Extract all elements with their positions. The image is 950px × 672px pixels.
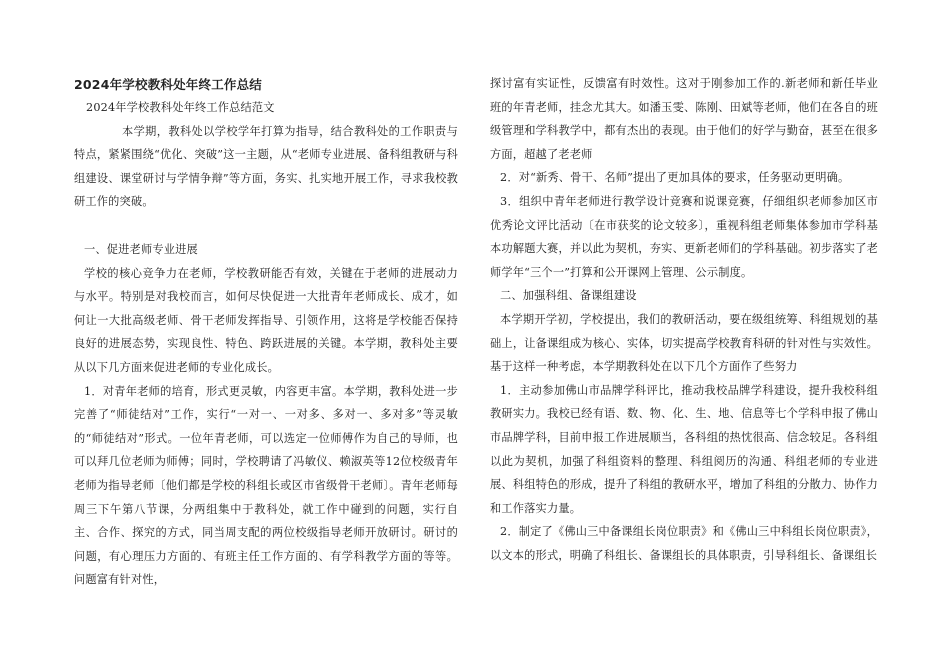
document-title: 2024年学校教科处年终工作总结: [74, 77, 262, 92]
continued-paragraph: 探讨富有实证性，反馈富有时效性。这对于刚参加工作的.新老师和新任毕业班的年青老师，挂念尤其大。如潘玉雯、陈刚、田斌等老师，他们在各自的班级管理和学科教学中，都有杰出的表现。由于他们的好学与勤奋，甚至在很多方面，超越了老老师: [490, 77, 878, 161]
section-2-paragraph: 本学期开学初，学校提出，我们的教研活动，要在级组统筹、科组规划的基础上，让备课组成为核心、实体，切实提高学校教育科研的针对性与实效性。基于这样一种考虑，本学期教科处在以下几个方面作了些努力: [490, 312, 878, 374]
section-2-item-2: 2．制定了《佛山三中备课组长岗位职责》和《佛山三中科组长岗位职责》，以文本的形式，明确了科组长、备课组长的具体职责，引导科组长、备课组长: [490, 525, 878, 562]
section-1-paragraph: 学校的核心竞争力在老师，学校教研能否有效，关键在于老师的进展动力与水平。特别是对我校而言，如何尽快促进一大批青年老师成长、成才，如何让一大批高级老师、骨干老师发挥指导、引领作用，这将是学校能否保持良好的进展态势，实现良性、特色、跨跃进展的关键。本学期，教科处主要从以下几方面来促进老师的专业化成长。: [74, 266, 458, 374]
section-2-item-1: 1．主动参加佛山市品牌学科评比，推动我校品牌学科建设，提升我校科组教研实力。我校已经有语、数、物、化、生、地、信息等七个学科申报了佛山市品牌学科，目前申报工作进展顺当，各科组的热忱很高、信念较足。各科组以此为契机，加强了科组资料的整理、科组阅历的沟通、科组老师的专业进展、科组特色的形成，提升了科组的教研水平，增加了科组的分散力、协作力和工作落实力量。: [490, 383, 878, 515]
section-1-item-1: 1．对青年老师的培育，形式更灵敏，内容更丰富。本学期，教科处进一步完善了“师徒结对”工作，实行“一对一、一对多、多对一、多对多”等灵敏的“师徒结对”形式。一位年青老师，可以选定一位师傅作为自己的导师，也可以拜几位老师为师傅；同时，学校聘请了冯敏仪、赖淑英等12位校级青年老师为指导老师〔他们都是学校的科组长或区市省级骨干老师〕。青年老师每周三下午第八节课，分两组集中于教科处，就工作中碰到的问题，实行自主、合作、探究的方式，同当周支配的两位校级指导老师开放研讨。研讨的问题，有心理压力方面的、有班主任工作方面的、有学科教学方面的等等。问题富有针对性，: [74, 384, 458, 587]
section-1-item-3: 3．组织中青年老师进行教学设计竞赛和说课竞赛，仔细组织老师参加区市优秀论文评比活动〔在市获奖的论文较多〕，重视科组老师集体参加市学科基本功解题大赛，并以此为契机，夯实、更新老师们的学科基础。初步落实了老师学年“三个一”打算和公开课网上管理、公示制度。: [490, 194, 878, 279]
section-1-heading: 一、促进老师专业进展: [84, 242, 198, 256]
left-column: [74, 74, 458, 592]
right-column: [490, 72, 878, 567]
section-2-heading: 二、加强科组、备课组建设: [500, 289, 637, 303]
paragraph-gap: [74, 214, 458, 238]
document-subtitle: 2024年学校教科处年终工作总结范文: [86, 101, 275, 114]
intro-paragraph: 本学期，教科处以学校学年打算为指导，结合教科处的工作职责与特点，紧紧围绕“优化、突破”这一主题，从“老师专业进展、备科组教研与科组建设、课堂研讨与学情争辩”等方面，务实、扎实地开展工作，寻求我校教研工作的突破。: [74, 124, 458, 209]
section-1-item-2: 2．对“新秀、骨干、名师”提出了更加具体的要求，任务驱动更明确。: [500, 171, 850, 185]
